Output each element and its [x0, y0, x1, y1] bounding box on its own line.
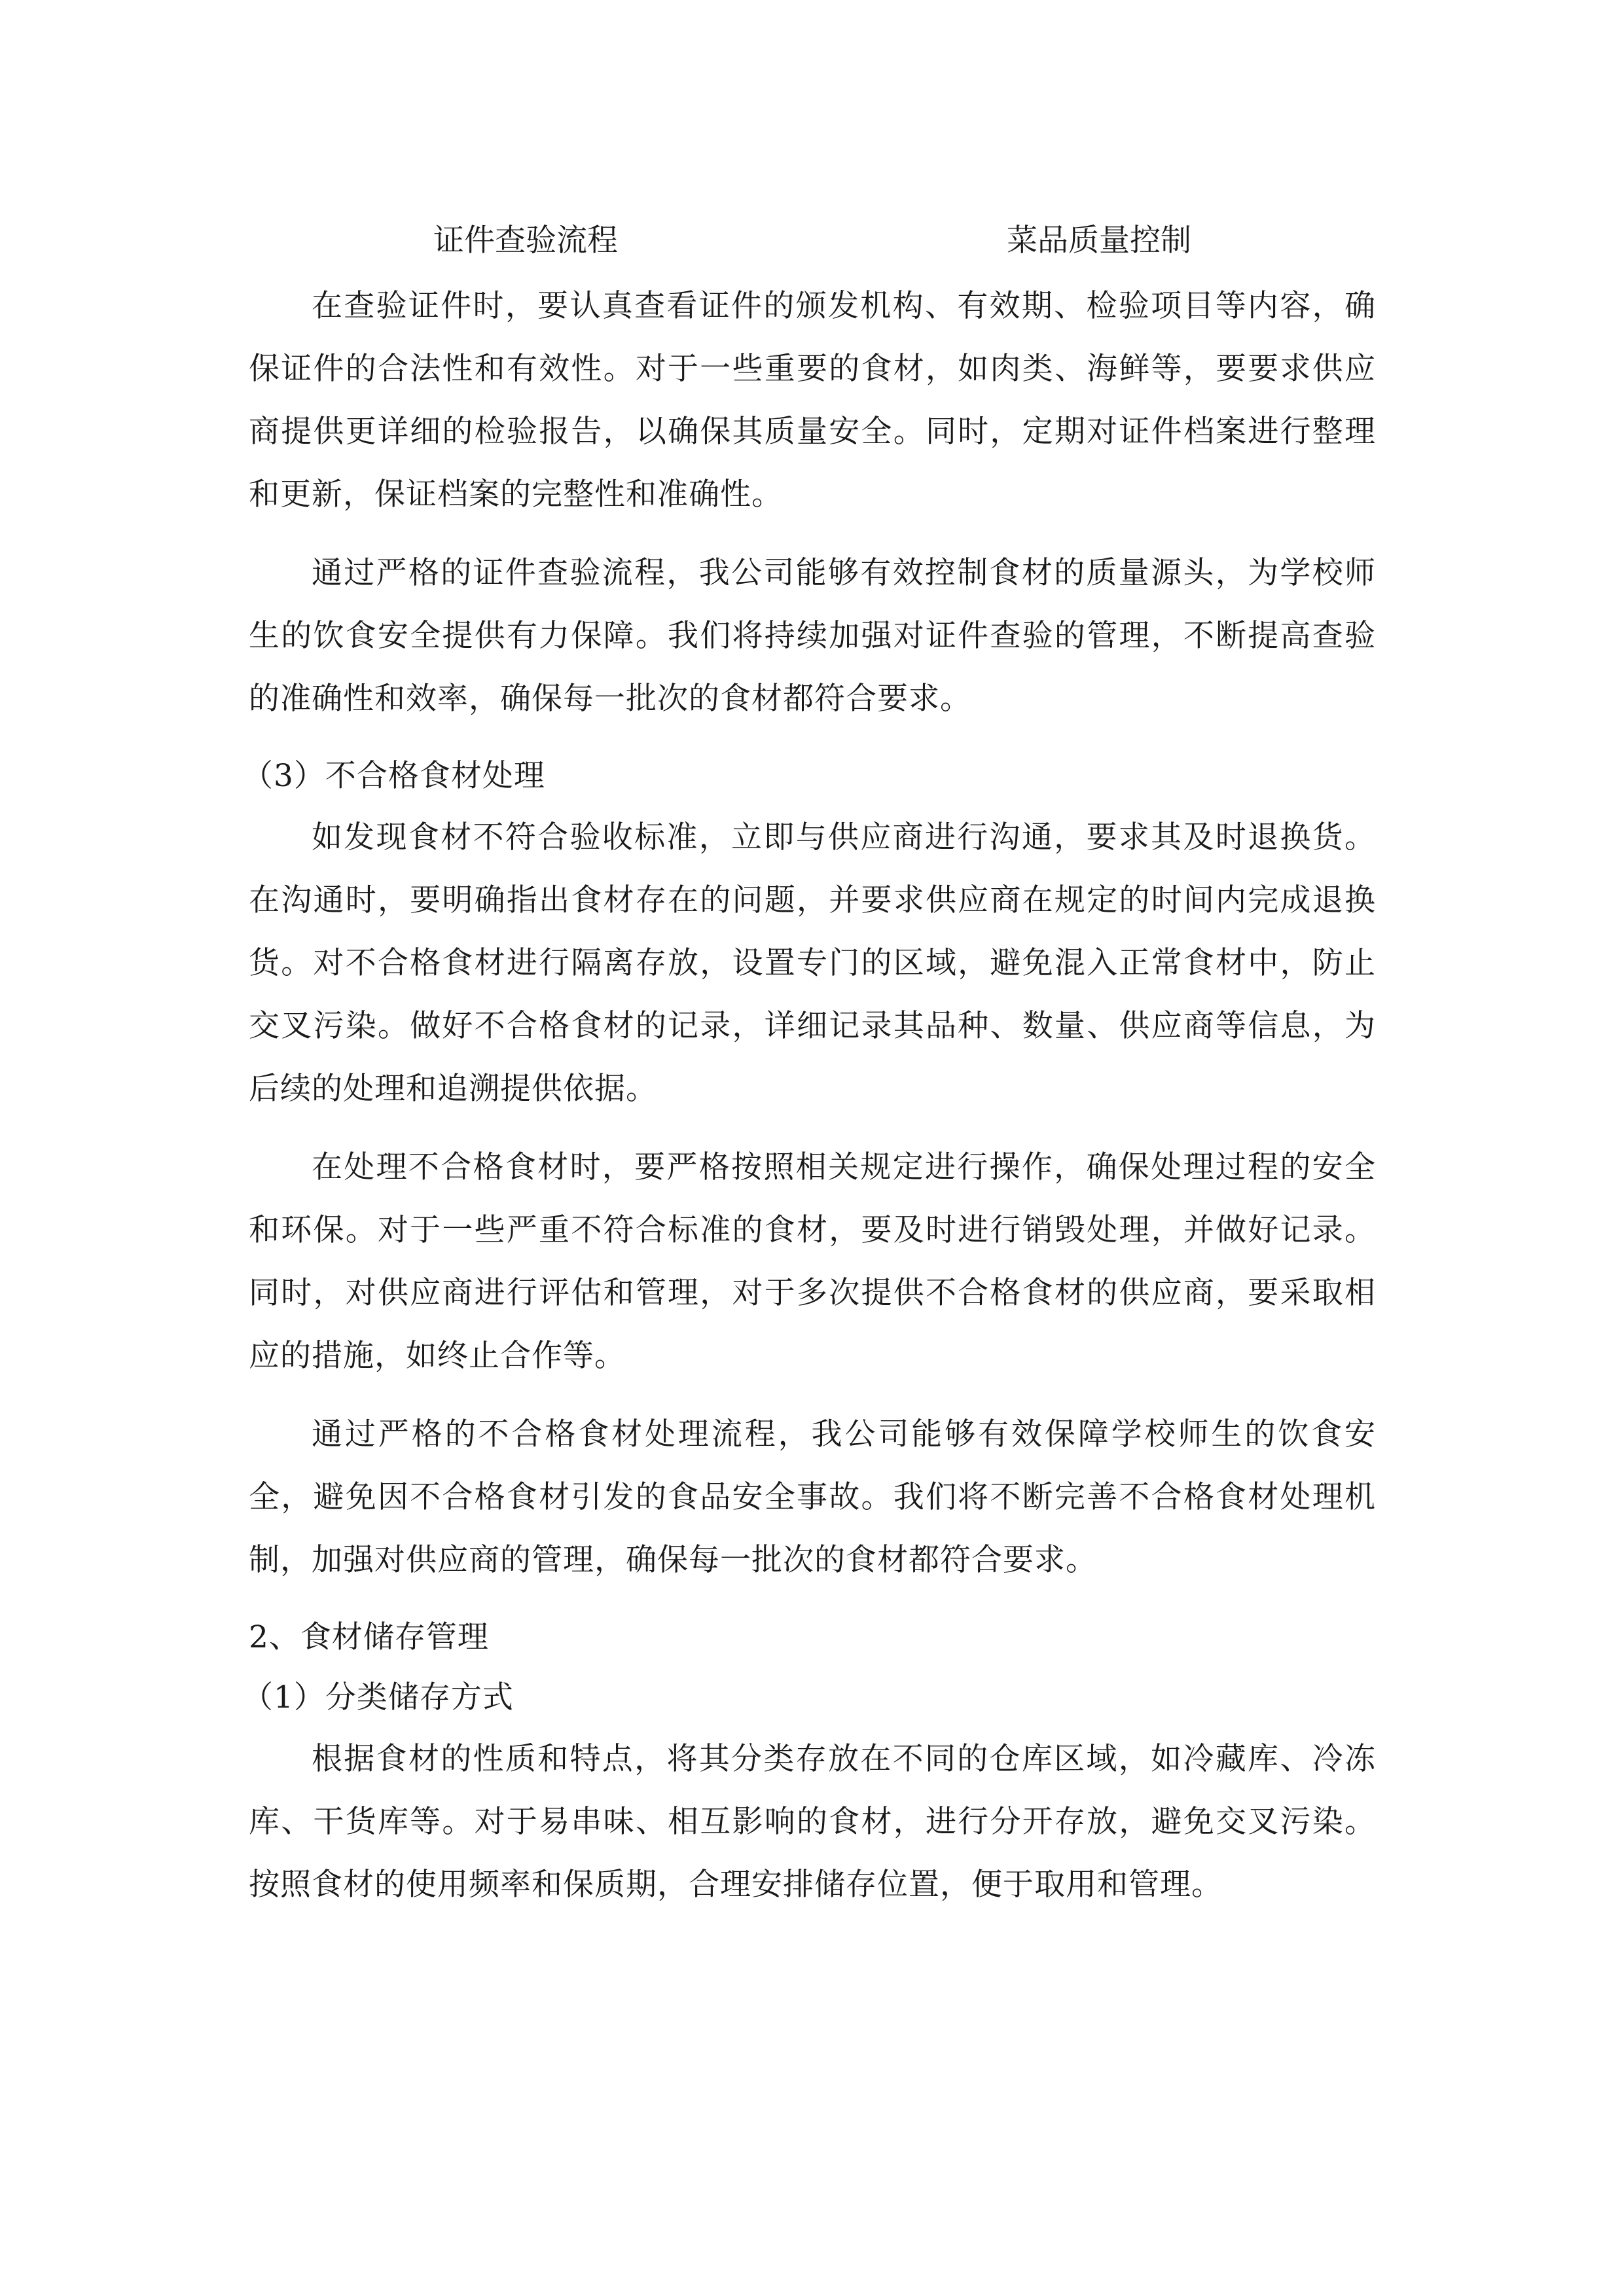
paragraph-unqualified-summary: 通过严格的不合格食材处理流程，我公司能够有效保障学校师生的饮食安全，避免因不合格食材引发的食品安全事故。我们将不断完善不合格食材处理机制，加强对供应商的管理，确保每一批次的食材都符合要求。	[249, 1416, 1376, 1578]
section-heading-unqualified-handling: （3）不合格食材处理	[242, 758, 545, 794]
paragraph-certificate-check: 在查验证件时，要认真查看证件的颁发机构、有效期、检验项目等内容，确保证件的合法性和有效性。对于一些重要的食材，如肉类、海鲜等，要要求供应商提供更详细的检验报告，以确保其质量安全。同时，定期对证件档案进行整理和更新，保证档案的完整性和准确性。	[249, 288, 1376, 512]
caption-certificate-inspection: 证件查验流程	[433, 223, 618, 259]
paragraph-unqualified-disposal: 在处理不合格食材时，要严格按照相关规定进行操作，确保处理过程的安全和环保。对于一些严重不符合标准的食材，要及时进行销毁处理，并做好记录。同时，对供应商进行评估和管理，对于多次提供不合格食材的供应商，要采取相应的措施，如终止合作等。	[249, 1149, 1376, 1374]
section-heading-storage-management: 2、食材储存管理	[249, 1619, 489, 1655]
paragraph-classified-storage: 根据食材的性质和特点，将其分类存放在不同的仓库区域，如冷藏库、冷冻库、干货库等。对于易串味、相互影响的食材，进行分开存放，避免交叉污染。按照食材的使用频率和保质期，合理安排储存位置，便于取用和管理。	[249, 1741, 1376, 1903]
caption-dish-quality-control: 菜品质量控制	[1007, 223, 1191, 259]
paragraph-certificate-summary: 通过严格的证件查验流程，我公司能够有效控制食材的质量源头，为学校师生的饮食安全提供有力保障。我们将持续加强对证件查验的管理，不断提高查验的准确性和效率，确保每一批次的食材都符合要求。	[249, 555, 1376, 717]
document-page	[242, 196, 1376, 1932]
paragraph-unqualified-return: 如发现食材不符合验收标准，立即与供应商进行沟通，要求其及时退换货。在沟通时，要明确指出食材存在的问题，并要求供应商在规定的时间内完成退换货。对不合格食材进行隔离存放，设置专门的区域，避免混入正常食材中，防止交叉污染。做好不合格食材的记录，详细记录其品种、数量、供应商等信息，为后续的处理和追溯提供依据。	[249, 819, 1376, 1107]
section-heading-classified-storage: （1）分类储存方式	[242, 1679, 514, 1715]
figure-caption-row	[249, 196, 1376, 275]
